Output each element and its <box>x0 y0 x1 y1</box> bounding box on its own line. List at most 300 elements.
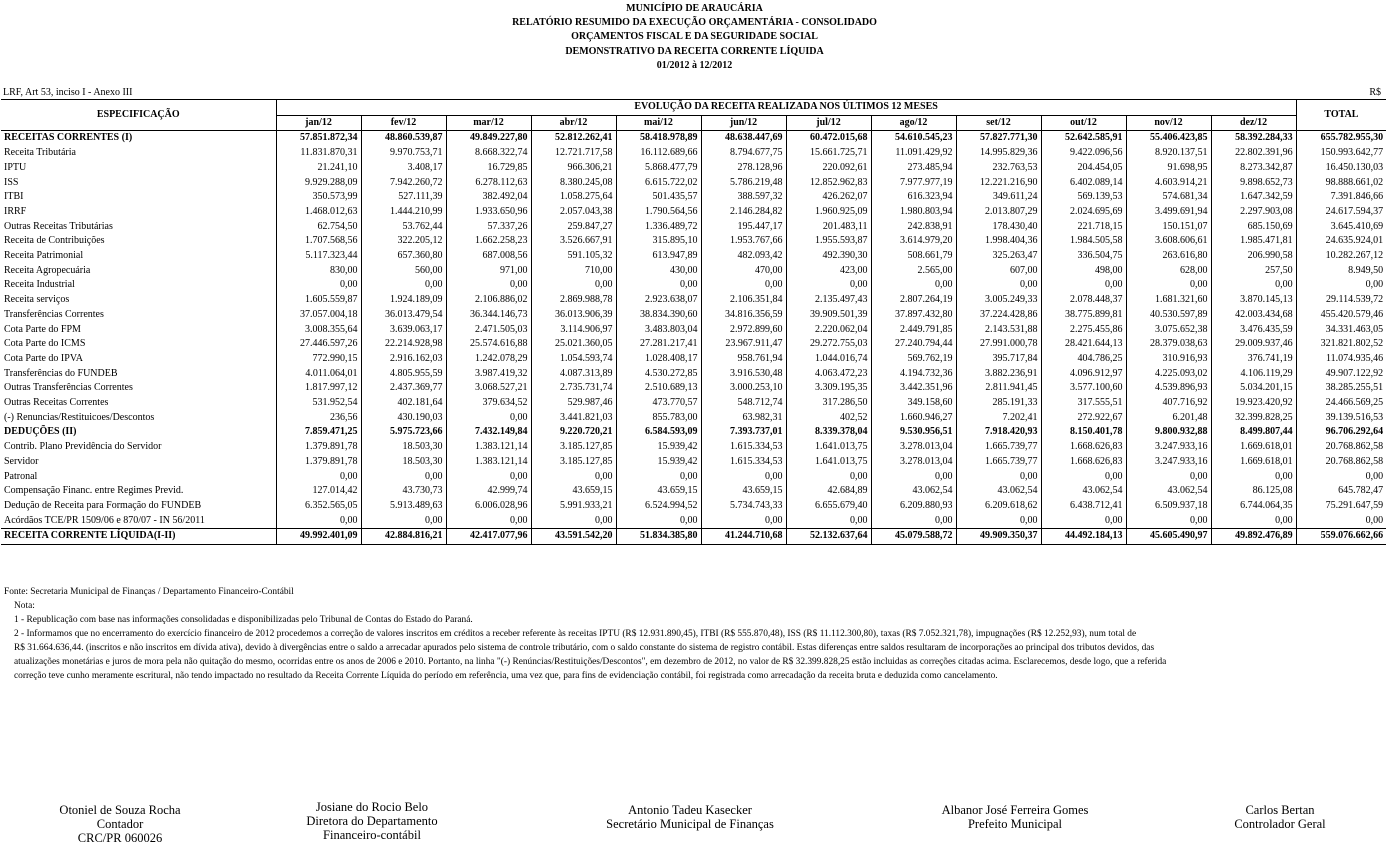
table-row <box>1 381 1386 396</box>
month-value-cell: 3.526.667,91 <box>531 234 616 249</box>
month-value-cell: 5.034.201,15 <box>1240 382 1293 394</box>
table-row <box>1 411 1386 426</box>
month-value-cell: 257,50 <box>1265 264 1293 276</box>
month-value-cell: 2.811.941,45 <box>956 381 1041 396</box>
month-value-cell: 41.244.710,68 <box>701 529 786 545</box>
month-value-cell: 37.224.428,86 <box>956 308 1041 323</box>
month-value-cell: 1.933.650,96 <box>446 205 531 220</box>
month-value-cell: 206.990,58 <box>1247 250 1293 262</box>
month-value-cell: 2.437.369,77 <box>361 381 446 396</box>
table-row <box>1 337 1386 352</box>
month-value-cell: 2.297.903,08 <box>1240 205 1293 217</box>
row-label: Compensação Financ. entre Regimes Previd. <box>1 484 276 499</box>
month-value-cell: 2.923.638,07 <box>616 293 701 308</box>
month-value-cell: 1.960.925,09 <box>786 205 871 220</box>
month-value-cell: 0,00 <box>276 470 361 485</box>
month-value-cell: 0,00 <box>361 278 446 293</box>
signature-name: Carlos Bertan <box>1245 803 1315 817</box>
month-value-cell: 38.834.390,60 <box>616 308 701 323</box>
month-value-cell: 4.530.272,85 <box>616 367 701 382</box>
table-row <box>1 220 1386 235</box>
row-label: DEDUÇÕES (II) <box>1 425 276 440</box>
row-label: Cota Parte do IPVA <box>1 352 276 367</box>
month-value-cell: 204.454,05 <box>1041 161 1126 176</box>
month-value-cell: 4.087.313,89 <box>531 367 616 382</box>
month-value-cell: 58.392.284,33 <box>1235 132 1293 144</box>
month-value-cell: 8.920.137,51 <box>1126 146 1211 161</box>
month-value-cell: 501.435,57 <box>616 190 701 205</box>
total-cell: 3.645.410,69 <box>1296 220 1386 235</box>
month-value-cell: 3.075.652,38 <box>1126 323 1211 338</box>
month-value-cell: 62.754,50 <box>276 220 361 235</box>
month-header-cell: dez/12 <box>1211 115 1296 131</box>
total-cell: 0,00 <box>1296 514 1386 529</box>
row-label: Receita Tributária <box>1 146 276 161</box>
month-value-cell: 4.225.093,02 <box>1126 367 1211 382</box>
month-value-cell: 63.982,31 <box>701 411 786 426</box>
month-value-cell: 2.735.731,74 <box>531 381 616 396</box>
month-value-cell: 42.999,74 <box>446 484 531 499</box>
signature-name: Josiane do Rocio Belo <box>315 800 429 814</box>
month-value-cell: 426.262,07 <box>786 190 871 205</box>
total-cell: 455.420.579,46 <box>1296 308 1386 323</box>
total-cell: 559.076.662,66 <box>1296 529 1386 545</box>
table-body <box>1 131 1386 545</box>
month-value-cell: 42.003.434,68 <box>1235 308 1293 320</box>
month-value-cell: 531.952,54 <box>276 396 361 411</box>
month-value-cell: 0,00 <box>786 470 871 485</box>
notes-title: Nota: <box>14 601 35 611</box>
month-value-cell: 376.741,19 <box>1247 352 1293 364</box>
month-value-cell: 657.360,80 <box>361 249 446 264</box>
month-value-cell: 8.273.342,87 <box>1240 161 1293 173</box>
month-value-cell: 1.984.505,58 <box>1041 234 1126 249</box>
month-value-cell: 12.221.216,90 <box>956 176 1041 191</box>
month-value-cell: 3.000.253,10 <box>701 381 786 396</box>
month-header-cell: ago/12 <box>871 115 956 131</box>
month-value-cell: 1.336.489,72 <box>616 220 701 235</box>
month-value-cell: 40.530.597,89 <box>1126 308 1211 323</box>
month-value-cell: 53.762,44 <box>361 220 446 235</box>
month-value-cell: 404.786,25 <box>1041 352 1126 367</box>
month-value-cell: 150.151,07 <box>1126 220 1211 235</box>
total-cell: 20.768.862,58 <box>1296 455 1386 470</box>
month-value-cell: 278.128,96 <box>701 161 786 176</box>
month-value-cell: 11.831.870,31 <box>276 146 361 161</box>
header-statement-title: DEMONSTRATIVO DA RECEITA CORRENTE LÍQUIDA <box>565 45 824 57</box>
month-value-cell: 322.205,12 <box>361 234 446 249</box>
month-value-cell: 221.718,15 <box>1041 220 1126 235</box>
month-value-cell: 0,00 <box>531 514 616 529</box>
month-value-cell: 43.659,15 <box>701 484 786 499</box>
month-value-cell: 9.929.288,09 <box>276 176 361 191</box>
month-value-cell: 6.278.112,63 <box>446 176 531 191</box>
month-value-cell: 1.953.767,66 <box>701 234 786 249</box>
month-value-cell: 2.106.351,84 <box>701 293 786 308</box>
month-value-cell: 27.991.000,78 <box>956 337 1041 352</box>
month-header-cell: jan/12 <box>276 115 361 131</box>
month-value-cell: 5.868.477,79 <box>616 161 701 176</box>
month-value-cell: 49.849.227,80 <box>446 131 531 146</box>
month-value-cell: 259.847,27 <box>531 220 616 235</box>
total-cell: 0,00 <box>1296 470 1386 485</box>
signature-role: Diretora do Departamento <box>306 814 438 828</box>
signature-extra: CRC/PR 060026 <box>77 831 163 845</box>
month-value-cell: 402.181,64 <box>361 396 446 411</box>
month-value-cell: 0,00 <box>446 411 531 426</box>
month-value-cell: 11.091.429,92 <box>871 146 956 161</box>
month-value-cell: 574.681,34 <box>1126 190 1211 205</box>
month-value-cell: 349.158,60 <box>871 396 956 411</box>
row-label: Dedução de Receita para Formação do FUNDEB <box>1 499 276 514</box>
month-value-cell: 232.763,53 <box>956 161 1041 176</box>
month-value-cell: 395.717,84 <box>956 352 1041 367</box>
month-value-cell: 3.987.419,32 <box>446 367 531 382</box>
table-row <box>1 440 1386 455</box>
table-row <box>1 396 1386 411</box>
signature-controller <box>1200 803 1360 831</box>
month-value-cell: 2.869.988,78 <box>531 293 616 308</box>
header-period: 01/2012 à 12/2012 <box>656 59 733 71</box>
table-row <box>1 367 1386 382</box>
month-value-cell: 4.603.914,21 <box>1126 176 1211 191</box>
row-label: Receita Patrimonial <box>1 249 276 264</box>
month-value-cell: 36.013.906,39 <box>531 308 616 323</box>
month-value-cell: 317.555,51 <box>1041 396 1126 411</box>
table-row <box>1 529 1386 545</box>
month-value-cell: 42.884.816,21 <box>361 529 446 545</box>
month-value-cell: 27.281.217,41 <box>616 337 701 352</box>
month-value-cell: 336.504,75 <box>1041 249 1126 264</box>
month-value-cell: 0,00 <box>1275 279 1293 291</box>
month-value-cell: 0,00 <box>616 470 701 485</box>
month-value-cell: 12.721.717,58 <box>531 146 616 161</box>
month-value-cell: 3.577.100,60 <box>1041 381 1126 396</box>
note-2-line-1: 2 - Informamos que no encerramento do exercício financeiro de 2012 procedemos a correção de valores inscritos em créditos a receber referente às receitas IPTU (R$ 12.931.890,45), ITBI (R$ 555.870,48), ISS (R$ 11.112.300,80), taxas (R$ 7.052.321,78), impugnações (R$ 12.252,93), num total de <box>14 629 1137 639</box>
month-value-cell: 1.605.559,87 <box>276 293 361 308</box>
month-value-cell: 2.565,00 <box>871 264 956 279</box>
month-value-cell: 7.432.149,84 <box>446 425 531 440</box>
revenue-table <box>1 99 1386 545</box>
month-value-cell: 0,00 <box>276 278 361 293</box>
month-value-cell: 7.942.260,72 <box>361 176 446 191</box>
month-value-cell: 1.980.803,94 <box>871 205 956 220</box>
month-value-cell: 51.834.385,80 <box>616 529 701 545</box>
month-value-cell: 3.614.979,20 <box>871 234 956 249</box>
month-value-cell: 5.117.323,44 <box>276 249 361 264</box>
month-value-cell: 43.591.542,20 <box>531 529 616 545</box>
month-value-cell: 0,00 <box>1126 278 1211 293</box>
month-value-cell: 25.021.360,05 <box>531 337 616 352</box>
row-label: Receita de Contribuições <box>1 234 276 249</box>
month-value-cell: 379.634,52 <box>446 396 531 411</box>
month-header-cell: abr/12 <box>531 115 616 131</box>
month-value-cell: 14.995.829,36 <box>956 146 1041 161</box>
month-value-cell: 29.009.937,46 <box>1235 338 1293 350</box>
month-header-cell: jun/12 <box>701 115 786 131</box>
month-value-cell: 43.659,15 <box>616 484 701 499</box>
month-value-cell: 1.662.258,23 <box>446 234 531 249</box>
month-value-cell: 7.977.977,19 <box>871 176 956 191</box>
month-value-cell: 325.263,47 <box>956 249 1041 264</box>
month-value-cell: 628,00 <box>1126 264 1211 279</box>
month-value-cell: 591.105,32 <box>531 249 616 264</box>
month-value-cell: 4.106.119,29 <box>1240 367 1293 379</box>
month-value-cell: 0,00 <box>446 470 531 485</box>
row-label: Transferências do FUNDEB <box>1 367 276 382</box>
month-value-cell: 4.063.472,23 <box>786 367 871 382</box>
month-value-cell: 3.278.013,04 <box>871 440 956 455</box>
table-row <box>1 264 1386 279</box>
month-value-cell: 6.524.994,52 <box>616 499 701 514</box>
month-value-cell: 9.800.932,88 <box>1126 425 1211 440</box>
month-value-cell: 0,00 <box>701 278 786 293</box>
month-header-cell: mar/12 <box>446 115 531 131</box>
month-value-cell: 616.323,94 <box>871 190 956 205</box>
month-value-cell: 36.344.146,73 <box>446 308 531 323</box>
signature-director <box>272 800 472 842</box>
month-value-cell: 3.278.013,04 <box>871 455 956 470</box>
month-value-cell: 0,00 <box>956 470 1041 485</box>
month-value-cell: 1.468.012,63 <box>276 205 361 220</box>
month-value-cell: 8.499.807,44 <box>1240 426 1293 438</box>
signature-role: Secretário Municipal de Finanças <box>606 817 774 831</box>
month-value-cell: 2.972.899,60 <box>701 323 786 338</box>
row-label: Cota Parte do ICMS <box>1 337 276 352</box>
month-value-cell: 0,00 <box>1275 514 1293 526</box>
month-value-cell: 32.399.828,25 <box>1235 411 1293 423</box>
month-value-cell: 0,00 <box>361 514 446 529</box>
month-value-cell: 6.006.028,96 <box>446 499 531 514</box>
month-value-cell: 2.220.062,04 <box>786 323 871 338</box>
month-value-cell: 0,00 <box>871 278 956 293</box>
month-value-cell: 2.143.531,88 <box>956 323 1041 338</box>
month-value-cell: 3.870.145,13 <box>1240 294 1293 306</box>
month-value-cell: 2.057.043,38 <box>531 205 616 220</box>
month-value-cell: 310.916,93 <box>1126 352 1211 367</box>
month-value-cell: 423,00 <box>786 264 871 279</box>
row-label: ITBI <box>1 190 276 205</box>
month-value-cell: 0,00 <box>956 514 1041 529</box>
month-value-cell: 15.939,42 <box>616 440 701 455</box>
table-row <box>1 323 1386 338</box>
month-value-cell: 2.449.791,85 <box>871 323 956 338</box>
month-value-cell: 470,00 <box>701 264 786 279</box>
month-value-cell: 58.418.978,89 <box>616 131 701 146</box>
table-row <box>1 425 1386 440</box>
month-value-cell: 22.214.928,98 <box>361 337 446 352</box>
month-value-cell: 3.441.821,03 <box>531 411 616 426</box>
month-value-cell: 6.615.722,02 <box>616 176 701 191</box>
month-value-cell: 855.783,00 <box>616 411 701 426</box>
month-value-cell: 25.574.616,88 <box>446 337 531 352</box>
row-label: IPTU <box>1 161 276 176</box>
month-value-cell: 236,56 <box>276 411 361 426</box>
note-2-line-2: R$ 31.664.636,44. (inscritos e não inscritos em dívida ativa), devido à divergências entre o saldo a arrecadar apurados pelo sistema de controle tributário, com o saldo constante do sistema de registro contábil. Estas diferenças entre saldos resultaram de incorporações ao principal dos tributos devidos, das <box>14 643 1155 653</box>
month-value-cell: 498,00 <box>1041 264 1126 279</box>
month-header-cell: fev/12 <box>361 115 446 131</box>
month-value-cell: 382.492,04 <box>446 190 531 205</box>
month-value-cell: 60.472.015,68 <box>786 131 871 146</box>
month-value-cell: 492.390,30 <box>786 249 871 264</box>
row-label: (-) Renuncias/Restituicoes/Descontos <box>1 411 276 426</box>
month-value-cell: 7.202,41 <box>956 411 1041 426</box>
month-value-cell: 178.430,40 <box>956 220 1041 235</box>
row-label: IRRF <box>1 205 276 220</box>
month-value-cell: 8.339.378,04 <box>786 425 871 440</box>
signature-role: Controlador Geral <box>1234 817 1326 831</box>
month-value-cell: 560,00 <box>361 264 446 279</box>
month-value-cell: 36.013.479,54 <box>361 308 446 323</box>
month-value-cell: 0,00 <box>1041 470 1126 485</box>
month-value-cell: 3.309.195,35 <box>786 381 871 396</box>
row-label: Outras Transferências Correntes <box>1 381 276 396</box>
currency-label: R$ <box>1369 87 1381 98</box>
month-value-cell: 44.492.184,13 <box>1041 529 1126 545</box>
month-value-cell: 3.408,17 <box>361 161 446 176</box>
month-value-cell: 8.668.322,74 <box>446 146 531 161</box>
month-value-cell: 2.135.497,43 <box>786 293 871 308</box>
month-value-cell: 473.770,57 <box>616 396 701 411</box>
month-value-cell: 6.509.937,18 <box>1126 499 1211 514</box>
month-value-cell: 27.446.597,26 <box>276 337 361 352</box>
month-value-cell: 9.970.753,71 <box>361 146 446 161</box>
row-label: Servidor <box>1 455 276 470</box>
month-value-cell: 263.616,80 <box>1126 249 1211 264</box>
month-value-cell: 21.241,10 <box>276 161 361 176</box>
month-value-cell: 4.194.732,36 <box>871 367 956 382</box>
month-value-cell: 1.054.593,74 <box>531 352 616 367</box>
month-value-cell: 2.471.505,03 <box>446 323 531 338</box>
month-value-cell: 402,52 <box>786 411 871 426</box>
month-value-cell: 18.503,30 <box>361 455 446 470</box>
month-value-cell: 1.790.564,56 <box>616 205 701 220</box>
month-value-cell: 49.909.350,37 <box>956 529 1041 545</box>
month-value-cell: 48.638.447,69 <box>701 131 786 146</box>
month-value-cell: 2.024.695,69 <box>1041 205 1126 220</box>
row-label: Cota Parte do FPM <box>1 323 276 338</box>
month-value-cell: 350.573,99 <box>276 190 361 205</box>
month-value-cell: 0,00 <box>531 278 616 293</box>
month-value-cell: 607,00 <box>956 264 1041 279</box>
month-value-cell: 2.106.886,02 <box>446 293 531 308</box>
total-cell: 8.949,50 <box>1296 264 1386 279</box>
month-value-cell: 0,00 <box>701 470 786 485</box>
month-value-cell: 1.665.739,77 <box>956 440 1041 455</box>
month-value-cell: 2.146.284,82 <box>701 205 786 220</box>
month-value-cell: 1.647.342,59 <box>1240 191 1293 203</box>
month-value-cell: 43.062,54 <box>956 484 1041 499</box>
month-value-cell: 3.476.435,59 <box>1240 323 1293 335</box>
month-value-cell: 3.483.803,04 <box>616 323 701 338</box>
month-value-cell: 5.913.489,63 <box>361 499 446 514</box>
table-row <box>1 161 1386 176</box>
month-value-cell: 45.605.490,97 <box>1126 529 1211 545</box>
month-value-cell: 52.642.585,91 <box>1041 131 1126 146</box>
table-row <box>1 352 1386 367</box>
month-value-cell: 5.991.933,21 <box>531 499 616 514</box>
signature-name: Albanor José Ferreira Gomes <box>941 803 1089 817</box>
row-label: Acórdãos TCE/PR 1509/06 e 870/07 - IN 56/2011 <box>1 514 276 529</box>
month-value-cell: 317.286,50 <box>786 396 871 411</box>
month-value-cell: 6.655.679,40 <box>786 499 871 514</box>
month-value-cell: 195.447,17 <box>701 220 786 235</box>
month-value-cell: 3.068.527,21 <box>446 381 531 396</box>
month-header-cell: nov/12 <box>1126 115 1211 131</box>
month-value-cell: 4.805.955,59 <box>361 367 446 382</box>
month-value-cell: 16.729,85 <box>446 161 531 176</box>
total-cell: 0,00 <box>1296 278 1386 293</box>
month-value-cell: 285.191,33 <box>956 396 1041 411</box>
total-cell: 39.139.516,53 <box>1296 411 1386 426</box>
signature-finance-secretary <box>570 803 810 831</box>
month-value-cell: 220.092,61 <box>786 161 871 176</box>
month-value-cell: 3.608.606,61 <box>1126 234 1211 249</box>
month-value-cell: 8.380.245,08 <box>531 176 616 191</box>
month-value-cell: 27.240.794,44 <box>871 337 956 352</box>
month-value-cell: 430.190,03 <box>361 411 446 426</box>
month-value-cell: 3.247.933,16 <box>1126 455 1211 470</box>
month-value-cell: 9.422.096,56 <box>1041 146 1126 161</box>
total-cell: 11.074.935,46 <box>1296 352 1386 367</box>
month-value-cell: 569.139,53 <box>1041 190 1126 205</box>
month-value-cell: 830,00 <box>276 264 361 279</box>
month-value-cell: 1.660.946,27 <box>871 411 956 426</box>
month-value-cell: 273.485,94 <box>871 161 956 176</box>
month-value-cell: 0,00 <box>531 470 616 485</box>
month-value-cell: 407.716,92 <box>1126 396 1211 411</box>
total-cell: 29.114.539,72 <box>1296 293 1386 308</box>
month-value-cell: 1.383.121,14 <box>446 440 531 455</box>
month-value-cell: 91.698,95 <box>1126 161 1211 176</box>
month-value-cell: 3.499.691,94 <box>1126 205 1211 220</box>
header-municipality: MUNICÍPIO DE ARAUCÁRIA <box>626 3 763 14</box>
month-value-cell: 315.895,10 <box>616 234 701 249</box>
month-value-cell: 1.998.404,36 <box>956 234 1041 249</box>
month-value-cell: 37.057.004,18 <box>276 308 361 323</box>
month-value-cell: 971,00 <box>446 264 531 279</box>
total-cell: 38.285.255,51 <box>1296 381 1386 396</box>
month-value-cell: 1.668.626,83 <box>1041 455 1126 470</box>
report-header <box>0 2 1389 73</box>
month-value-cell: 1.641.013,75 <box>786 440 871 455</box>
month-value-cell: 0,00 <box>446 514 531 529</box>
month-value-cell: 39.909.501,39 <box>786 308 871 323</box>
month-value-cell: 1.681.321,60 <box>1126 293 1211 308</box>
spec-header: ESPECIFICAÇÃO <box>1 100 276 131</box>
month-value-cell: 6.584.593,09 <box>616 425 701 440</box>
total-cell: 150.993.642,77 <box>1296 146 1386 161</box>
month-value-cell: 2.078.448,37 <box>1041 293 1126 308</box>
month-value-cell: 28.379.038,63 <box>1126 337 1211 352</box>
table-row <box>1 131 1386 146</box>
month-value-cell: 8.794.677,75 <box>701 146 786 161</box>
total-header: TOTAL <box>1296 100 1386 131</box>
month-value-cell: 16.112.689,66 <box>616 146 701 161</box>
month-value-cell: 7.393.737,01 <box>701 425 786 440</box>
month-value-cell: 958.761,94 <box>701 352 786 367</box>
month-value-cell: 5.975.723,66 <box>361 425 446 440</box>
month-value-cell: 1.383.121,14 <box>446 455 531 470</box>
month-value-cell: 49.892.476,89 <box>1211 529 1296 545</box>
total-cell: 24.635.924,01 <box>1296 234 1386 249</box>
month-value-cell: 9.530.956,51 <box>871 425 956 440</box>
month-value-cell: 38.775.899,81 <box>1041 308 1126 323</box>
row-label: ISS <box>1 176 276 191</box>
month-value-cell: 4.539.896,93 <box>1126 381 1211 396</box>
table-row <box>1 308 1386 323</box>
row-label: Receita Industrial <box>1 278 276 293</box>
